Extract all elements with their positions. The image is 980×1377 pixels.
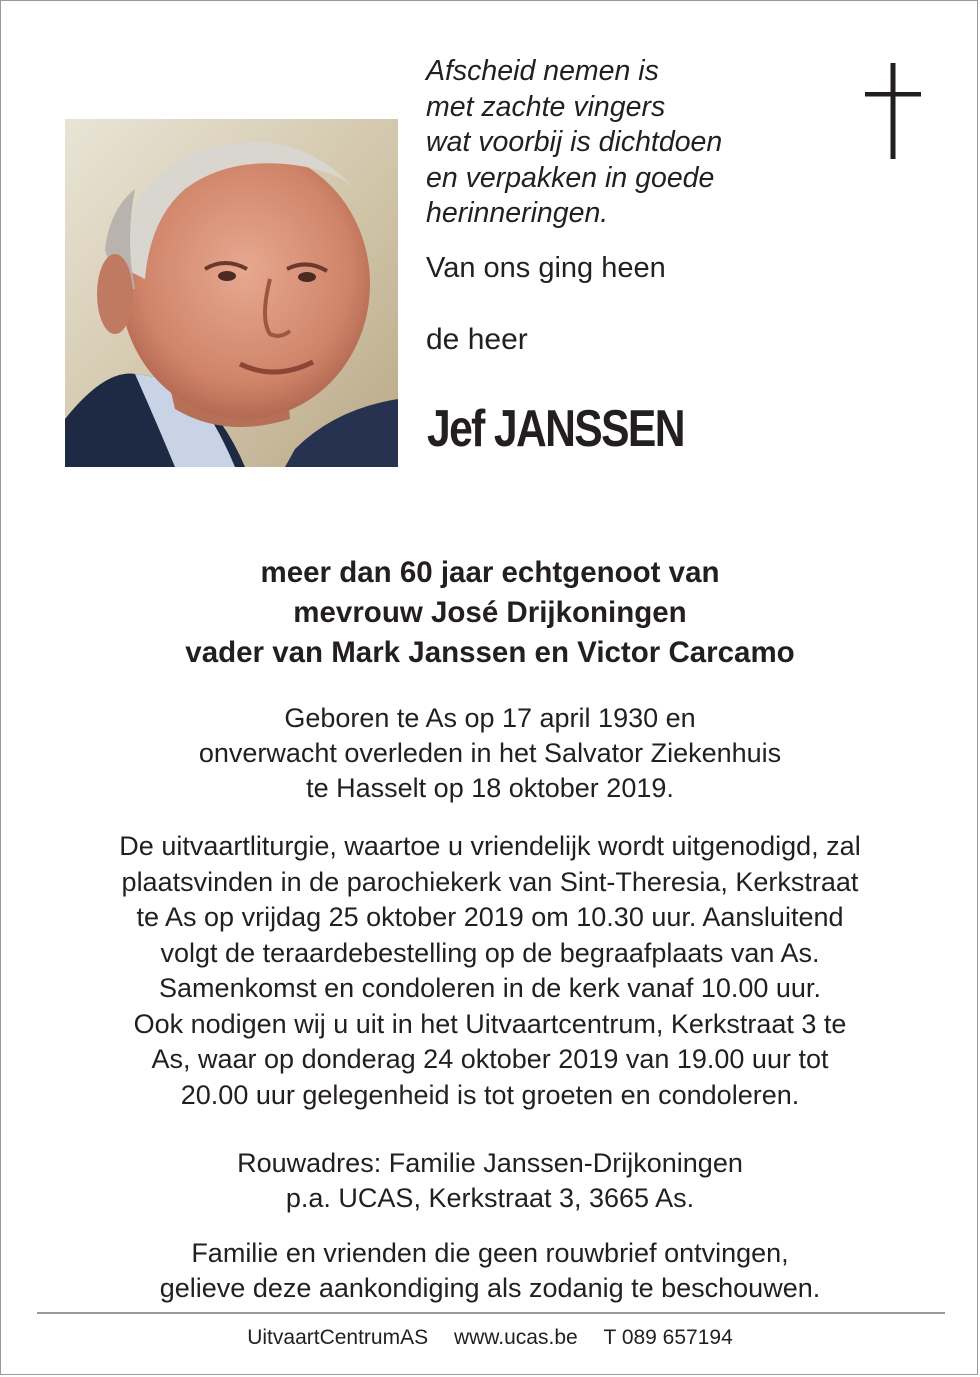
- footer-company: UitvaartCentrumAS: [247, 1326, 429, 1349]
- ceremony-line: Ook nodigen wij u uit in het Uitvaartcentrum, Kerkstraat 3 te: [133, 1008, 847, 1039]
- poem: [426, 54, 722, 232]
- poem-line: herinneringen.: [426, 197, 609, 229]
- mourning-address: [1, 1146, 979, 1216]
- birth-death-line: Geboren te As op 17 april 1930 en: [284, 703, 696, 733]
- portrait-photo: [65, 119, 398, 467]
- birth-death-block: [1, 701, 979, 806]
- cross-icon: [863, 63, 923, 161]
- birth-death-line: te Hasselt op 18 oktober 2019.: [306, 773, 674, 803]
- relation-line: mevrouw José Drijkoningen: [293, 596, 687, 629]
- footer-divider: [37, 1312, 945, 1314]
- poem-line: Afscheid nemen is: [426, 55, 659, 87]
- footer-phone: T 089 657194: [603, 1326, 733, 1349]
- relation-line: vader van Mark Janssen en Victor Carcamo: [185, 636, 795, 669]
- ceremony-line: As, waar op donderag 24 oktober 2019 van 19.00 uur tot: [151, 1044, 829, 1074]
- ceremony-line: 20.00 uur gelegenheid is tot groeten en condoleren.: [180, 1079, 800, 1110]
- portrait-illustration: [65, 119, 398, 467]
- notice-block: [1, 1236, 979, 1306]
- ceremony-line: te As op vrijdag 25 oktober 2019 om 10.30 uur. Aansluitend: [136, 902, 844, 932]
- address-line: p.a. UCAS, Kerkstraat 3, 3665 As.: [285, 1183, 695, 1213]
- intro-text: Van ons ging heen: [426, 252, 666, 284]
- poem-line: met zachte vingers: [426, 90, 666, 123]
- ceremony-line: volgt de teraardebestelling op de begraafplaats van As.: [160, 937, 820, 968]
- ceremony-block: [1, 829, 979, 1113]
- birth-death-line: onverwacht overleden in het Salvator Ziekenhuis: [198, 738, 782, 768]
- ceremony-line: De uitvaartliturgie, waartoe u vriendelijk wordt uitgenodigd, zal: [119, 831, 861, 861]
- notice-line: gelieve deze aankondiging als zodanig te beschouwen.: [159, 1273, 821, 1303]
- footer: [1, 1323, 979, 1353]
- poem-line: wat voorbij is dichtdoen: [426, 126, 723, 158]
- ceremony-line: plaatsvinden in de parochiekerk van Sint-Theresia, Kerkstraat: [121, 866, 859, 897]
- notice-line: Familie en vrienden die geen rouwbrief ontvingen,: [191, 1238, 789, 1268]
- footer-website-link[interactable]: www.ucas.be: [453, 1326, 578, 1349]
- poem-line: en verpakken in goede: [426, 161, 715, 194]
- relations-block: [1, 553, 979, 673]
- ceremony-line: Samenkomst en condoleren in de kerk vanaf 10.00 uur.: [159, 973, 821, 1003]
- title-prefix: de heer: [426, 323, 528, 356]
- relation-line: meer dan 60 jaar echtgenoot van: [260, 556, 720, 589]
- deceased-name: Jef JANSSEN: [427, 400, 684, 458]
- address-line: Rouwadres: Familie Janssen-Drijkoningen: [237, 1148, 743, 1178]
